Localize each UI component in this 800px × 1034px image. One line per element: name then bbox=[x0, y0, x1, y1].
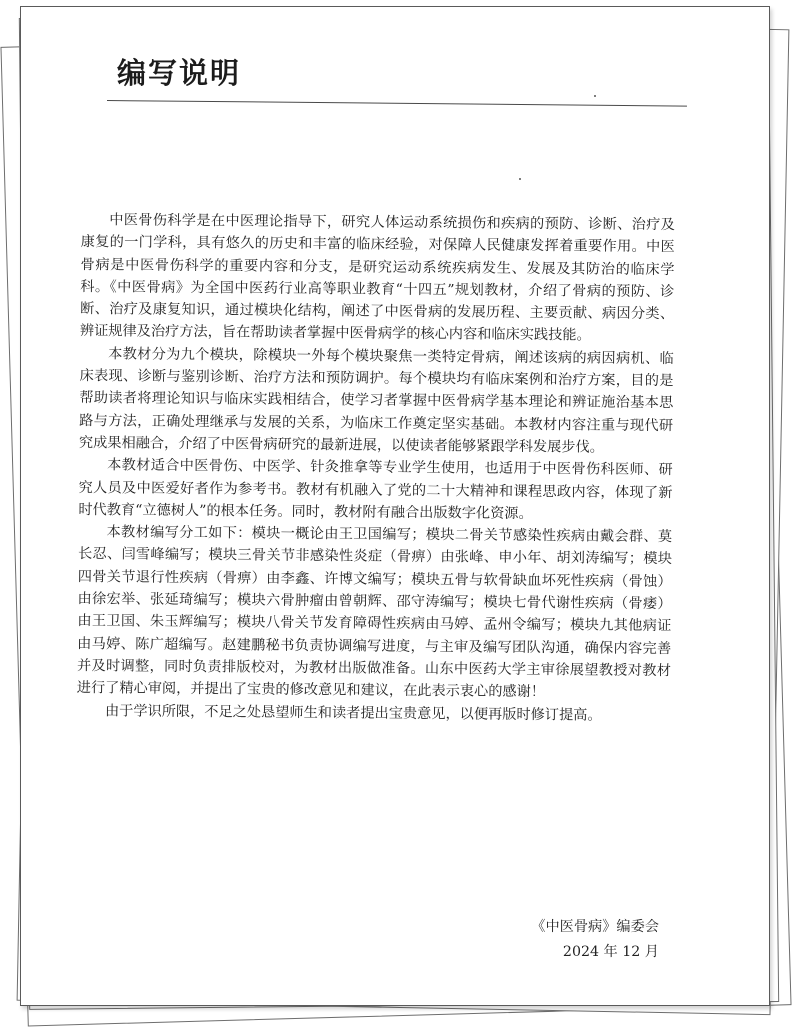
paragraph-structure: 本教材分为九个模块，除模块一外每个模块聚焦一类特定骨病，阐述该病的病因病机、临床表现、诊断与鉴别诊断、治疗方法和预防调护。每个模块均有临床案例和治疗方案，目的是帮助读者将理论知识与临床实践相结合，使学习者掌握中医骨病学基本理论和辨证施治基本思路与方法，正确处理继承与发展的关系，为临床工作奠定坚实基础。本教材内容注重与现代研究成果相融合，介绍了中医骨病研究的最新进展，以使读者能够紧跟学科发展步伐。 bbox=[78, 346, 674, 456]
body-text bbox=[77, 209, 675, 727]
paragraph-closing: 由于学识所限，不足之处恳望师生和读者提出宝贵意见，以便再版时修订提高。 bbox=[104, 702, 602, 724]
scan-speck bbox=[519, 178, 521, 180]
signature-block bbox=[531, 915, 659, 965]
page-heading: 编写说明 bbox=[117, 56, 242, 90]
signature-date: 2024 年 12 月 bbox=[562, 944, 659, 960]
scan-speck bbox=[594, 95, 596, 97]
paragraph-audience: 本教材适合中医骨伤、中医学、针灸推拿等专业学生使用，也适用于中医骨伤科医师、研究人员及中医爱好者作为参考书。教材有机融入了党的二十大精神和课程思政内容，体现了新时代教育“立德树人”的根本任务。同时，教材附有融合出版数字化资源。 bbox=[78, 457, 673, 522]
heading-underline bbox=[107, 100, 687, 107]
paragraph-authors: 本教材编写分工如下：模块一概论由王卫国编写；模块二骨关节感染性疾病由戴会群、莫长忍、闫雪峰编写；模块三骨关节非感染性炎症（骨痹）由张峰、申小年、胡刘涛编写；模块四骨关节退行性疾病（骨痹）由李鑫、许博文编写；模块五骨与软骨缺血坏死性疾病（骨蚀）由徐宏举、张延琦编写；模块六骨肿瘤由曾朝辉、邵守涛编写；模块七骨代谢性疾病（骨痿）由王卫国、朱玉辉编写；模块八骨关节发育障碍性疾病由马婷、孟州令编写；模块九其他病证由马婷、陈广超编写。赵建鹏秘书负责协调编写进度，与主审及编写团队沟通，确保内容完善并及时调整，同时负责排版校对，为教材出版做准备。山东中医药大学主审徐展望教授对教材进行了精心审阅，并提出了宝贵的修改意见和建议，在此表示衷心的感谢！ bbox=[76, 524, 673, 701]
editorial-committee: 《中医骨病》编委会 bbox=[531, 919, 659, 935]
paragraph-intro: 中医骨伤科学是在中医理论指导下，研究人体运动系统损伤和疾病的预防、诊断、治疗及康复的一门学科，具有悠久的历史和丰富的临床经验，对保障人民健康发挥着重要作用。中医骨病是中医骨伤科学的重要内容和分支，是研究运动系统疾病发生、发展及其防治的临床学科。《中医骨病》为全国中医药行业高等职业教育“十四五”规划教材，介绍了骨病的预防、诊断、治疗及康复知识，通过模块化结构，阐述了中医骨病的发展历程、主要贡献、病因分类、辨证规律及治疗方法，旨在帮助读者掌握中医骨病学的核心内容和临床实践技能。 bbox=[79, 212, 675, 344]
document-page bbox=[20, 6, 770, 1006]
